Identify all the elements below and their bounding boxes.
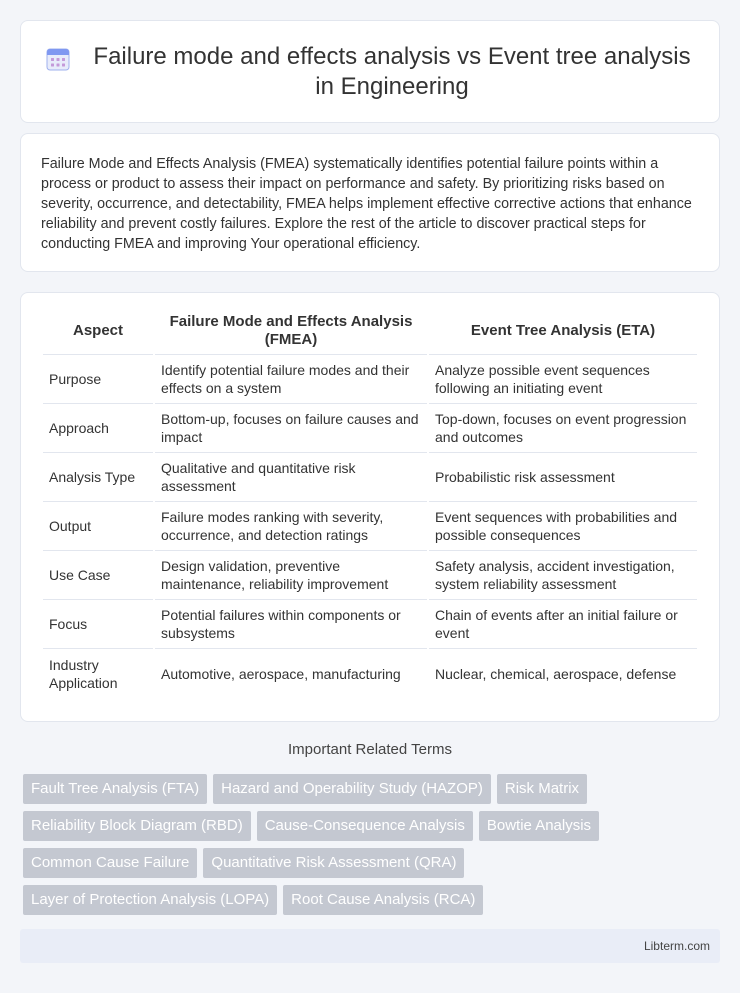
header-eta: Event Tree Analysis (ETA) [429, 307, 697, 355]
page-title: Failure mode and effects analysis vs Event tree analysis in Engineering [93, 42, 691, 100]
row-eta: Probabilistic risk assessment [429, 453, 697, 502]
related-terms-list [23, 774, 723, 915]
intro-card [20, 133, 720, 272]
row-eta: Nuclear, chemical, aerospace, defense [435, 665, 677, 682]
related-term-tag[interactable]: Quantitative Risk Assessment (QRA) [203, 848, 464, 878]
row-aspect: Focus [43, 600, 153, 649]
table-row [43, 649, 697, 698]
row-fmea: Failure modes ranking with severity, occurrence, and detection ratings [155, 502, 427, 551]
row-fmea: Design validation, preventive maintenance, reliability improvement [155, 551, 427, 600]
row-aspect: Purpose [43, 355, 153, 404]
related-term-tag[interactable]: Cause-Consequence Analysis [257, 811, 473, 841]
table-row [43, 551, 697, 600]
table-header-row [43, 307, 697, 355]
related-term-tag[interactable]: Common Cause Failure [23, 848, 197, 878]
calendar-icon [45, 46, 71, 72]
intro-paragraph: Failure Mode and Effects Analysis (FMEA) systematically identifies potential failure points within a process or product to assess their impact on performance and safety. By prioritizing risks based on severity, occurrence, and detectability, FMEA helps implement effective corrective actions that enhance reliability and prevent costly failures. Explore the rest of the article to discover practical steps for conducting FMEA and improving Your operational efficiency. [41, 156, 692, 252]
related-terms-heading: Important Related Terms [288, 741, 452, 758]
header-aspect: Aspect [43, 307, 153, 355]
row-eta: Safety analysis, accident investigation, system reliability assessment [429, 551, 697, 600]
related-term-tag[interactable]: Layer of Protection Analysis (LOPA) [23, 885, 277, 915]
related-term-tag[interactable]: Fault Tree Analysis (FTA) [23, 774, 207, 804]
table-row [43, 502, 697, 551]
related-term-tag[interactable]: Bowtie Analysis [479, 811, 599, 841]
related-term-tag[interactable]: Risk Matrix [497, 774, 587, 804]
title-card [20, 20, 720, 123]
table-row [43, 404, 697, 453]
comparison-table-card [20, 292, 720, 722]
row-fmea: Potential failures within components or subsystems [155, 600, 427, 649]
row-aspect: Approach [43, 404, 153, 453]
row-fmea: Automotive, aerospace, manufacturing [161, 665, 401, 682]
row-eta: Top-down, focuses on event progression and outcomes [429, 404, 697, 453]
related-term-tag[interactable]: Reliability Block Diagram (RBD) [23, 811, 251, 841]
comparison-table [41, 307, 699, 698]
row-eta: Chain of events after an initial failure or event [429, 600, 697, 649]
row-aspect: Industry Application [49, 656, 118, 691]
header-fmea: Failure Mode and Effects Analysis (FMEA) [155, 307, 427, 355]
related-term-tag[interactable]: Root Cause Analysis (RCA) [283, 885, 483, 915]
footer-site-link[interactable]: Libterm.com [643, 939, 710, 953]
row-fmea: Bottom-up, focuses on failure causes and impact [155, 404, 427, 453]
row-aspect: Analysis Type [43, 453, 153, 502]
row-eta: Event sequences with probabilities and possible consequences [429, 502, 697, 551]
table-row [43, 600, 697, 649]
footer [20, 929, 720, 963]
related-term-tag[interactable]: Hazard and Operability Study (HAZOP) [213, 774, 491, 804]
row-eta: Analyze possible event sequences following an initiating event [429, 355, 697, 404]
table-row [43, 355, 697, 404]
row-fmea: Identify potential failure modes and their effects on a system [155, 355, 427, 404]
row-aspect: Output [43, 502, 153, 551]
row-fmea: Qualitative and quantitative risk assessment [155, 453, 427, 502]
table-row [43, 453, 697, 502]
row-aspect: Use Case [43, 551, 153, 600]
